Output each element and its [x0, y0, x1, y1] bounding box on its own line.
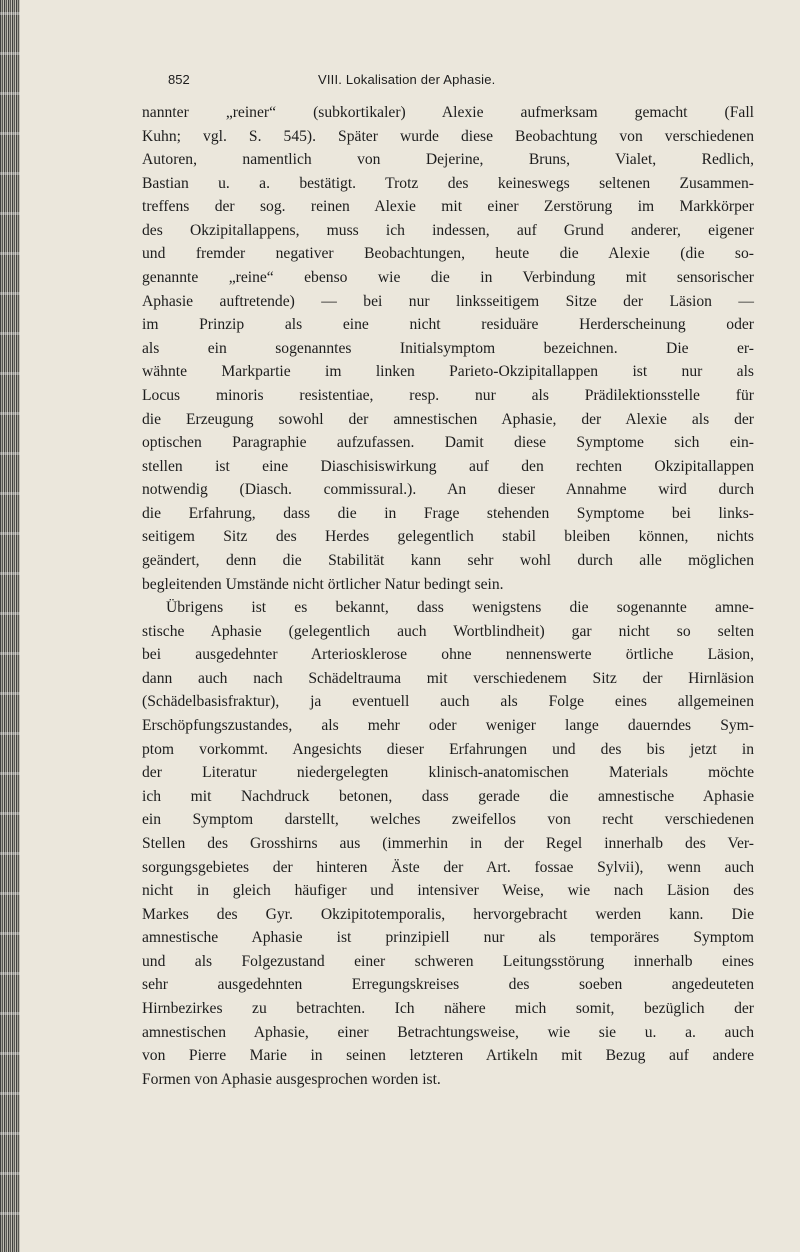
text-line: amnestischen Aphasie, einer Betrachtungsweise, wie sie u. a. auch	[142, 1023, 754, 1041]
text-line: notwendig (Diasch. commissural.). An dieser Annahme wird durch	[142, 481, 754, 499]
text-line: die Erfahrung, dass die in Frage stehenden Symptome bei links-	[142, 504, 754, 522]
text-line: ptom vorkommt. Angesichts dieser Erfahrungen und des bis jetzt in	[142, 740, 754, 758]
text-line: Locus minoris resistentiae, resp. nur als Prädilektionsstelle für	[142, 386, 754, 404]
text-line: und fremder negativer Beobachtungen, heute die Alexie (die so-	[142, 245, 754, 263]
text-line: von Pierre Marie in seinen letzteren Artikeln mit Bezug auf andere	[142, 1047, 754, 1065]
text-line: genannte „reine“ ebenso wie die in Verbindung mit sensorischer	[142, 269, 754, 287]
text-line: die Erzeugung sowohl der amnestischen Aphasie, der Alexie als der	[142, 410, 754, 428]
text-line: (Schädelbasisfraktur), ja eventuell auch als Folge eines allgemeinen	[142, 693, 754, 711]
text-line: sehr ausgedehnten Erregungskreises des soeben angedeuteten	[142, 976, 754, 994]
text-line: seitigem Sitz des Herdes gelegentlich stabil bleiben können, nichts	[142, 528, 754, 546]
text-line: wähnte Markpartie im linken Parieto-Okzipitallappen ist nur als	[142, 363, 754, 381]
text-line: Aphasie auftretende) — bei nur linksseitigem Sitze der Läsion —	[142, 292, 754, 310]
text-line: Markes des Gyr. Okzipitotemporalis, hervorgebracht werden kann. Die	[142, 905, 754, 923]
running-head	[168, 72, 748, 94]
text-line: amnestische Aphasie ist prinzipiell nur als temporäres Symptom	[142, 929, 754, 947]
text-line: und als Folgezustand einer schweren Leitungsstörung innerhalb eines	[142, 952, 754, 970]
paragraph-1	[142, 101, 754, 596]
chapter-title: VIII. Lokalisation der Aphasie.	[318, 72, 496, 87]
text-line: Bastian u. a. bestätigt. Trotz des keineswegs seltenen Zusammen-	[142, 174, 754, 192]
text-line: Hirnbezirkes zu betrachten. Ich nähere mich somit, bezüglich der	[142, 999, 754, 1017]
text-line: als ein sogenanntes Initialsymptom bezeichnen. Die er-	[142, 339, 754, 357]
text-line: treffens der sog. reinen Alexie mit einer Zerstörung im Markkörper	[142, 198, 754, 216]
page-number: 852	[168, 72, 190, 87]
text-line: Formen von Aphasie ausgesprochen worden ist.	[142, 1070, 441, 1088]
text-line: begleitenden Umstände nicht örtlicher Natur bedingt sein.	[142, 575, 504, 593]
text-line: Erschöpfungszustandes, als mehr oder weniger lange dauerndes Sym-	[142, 717, 754, 735]
text-line: ich mit Nachdruck betonen, dass gerade die amnestische Aphasie	[142, 787, 754, 805]
text-line: ein Symptom darstellt, welches zweifellos von recht verschiedenen	[142, 811, 754, 829]
text-line: sorgungsgebietes der hinteren Äste der Art. fossae Sylvii), wenn auch	[142, 858, 754, 876]
paragraph-2	[142, 596, 754, 1091]
text-line: optischen Paragraphie aufzufassen. Damit diese Symptome sich ein-	[142, 434, 754, 452]
body-text	[142, 101, 754, 1091]
page-binding-edge	[0, 0, 20, 1252]
text-line: des Okzipitallappens, muss ich indessen, auf Grund anderer, eigener	[142, 221, 754, 239]
text-line: Übrigens ist es bekannt, dass wenigstens die sogenannte amne-	[166, 599, 754, 617]
text-line: nannter „reiner“ (subkortikaler) Alexie aufmerksam gemacht (Fall	[142, 104, 754, 121]
text-line: bei ausgedehnter Arteriosklerose ohne nennenswerte örtliche Läsion,	[142, 646, 754, 664]
text-line: Autoren, namentlich von Dejerine, Bruns, Vialet, Redlich,	[142, 151, 754, 169]
text-line: geändert, denn die Stabilität kann sehr wohl durch alle möglichen	[142, 551, 754, 569]
text-line: stellen ist eine Diaschisiswirkung auf den rechten Okzipitallappen	[142, 457, 754, 475]
text-line: im Prinzip als eine nicht residuäre Herderscheinung oder	[142, 316, 754, 334]
text-line: stische Aphasie (gelegentlich auch Wortblindheit) gar nicht so selten	[142, 622, 754, 640]
text-line: nicht in gleich häufiger und intensiver Weise, wie nach Läsion des	[142, 882, 754, 900]
text-line: der Literatur niedergelegten klinisch-anatomischen Materials möchte	[142, 764, 754, 782]
text-line: dann auch nach Schädeltrauma mit verschiedenem Sitz der Hirnläsion	[142, 669, 754, 687]
text-line: Kuhn; vgl. S. 545). Später wurde diese Beobachtung von verschiedenen	[142, 127, 754, 145]
text-line: Stellen des Grosshirns aus (immerhin in der Regel innerhalb des Ver-	[142, 834, 754, 852]
